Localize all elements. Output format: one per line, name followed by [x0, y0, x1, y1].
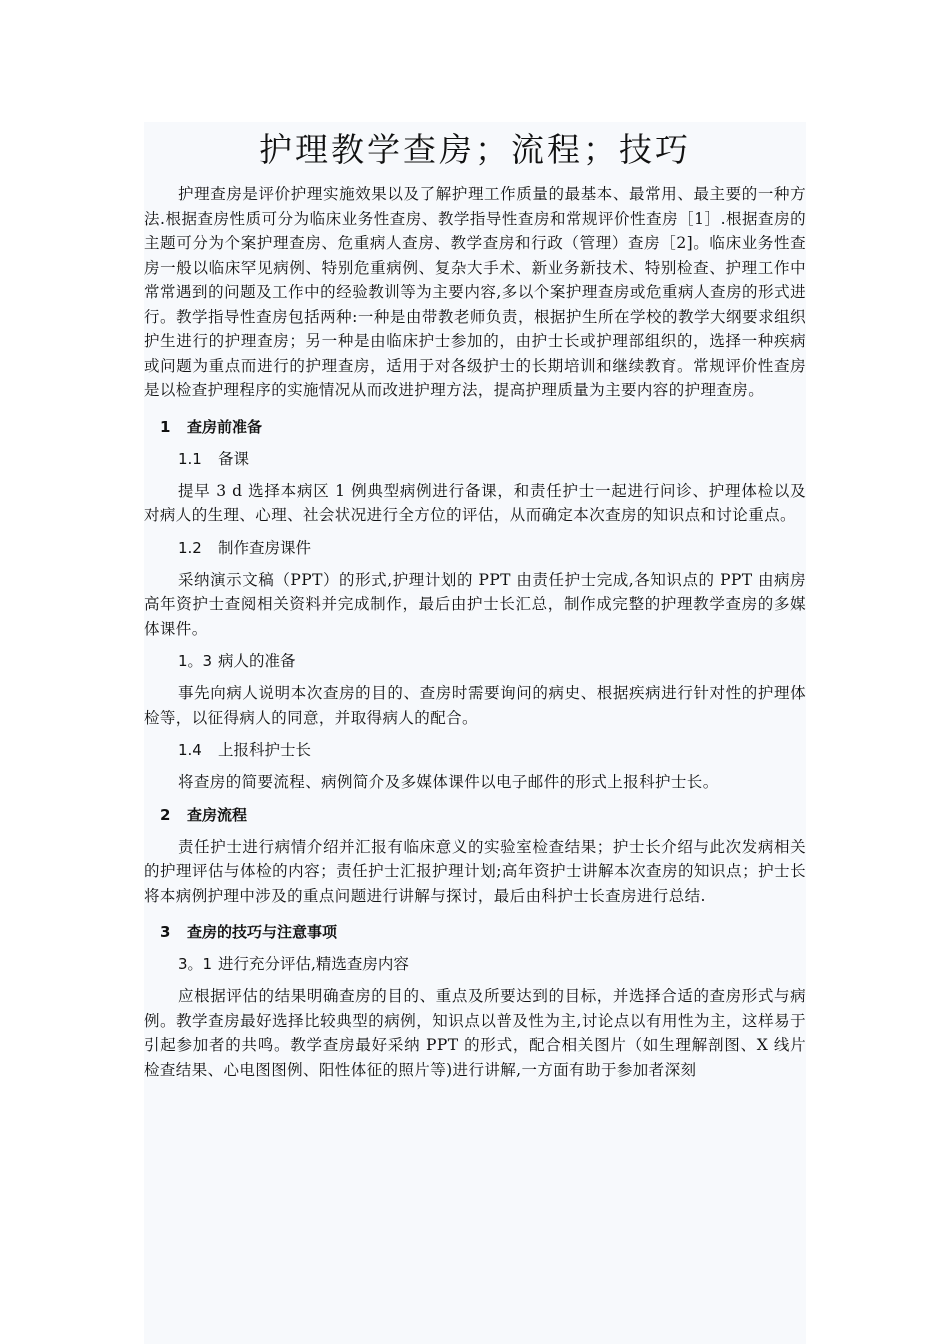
section-3-1-heading: [144, 952, 806, 976]
section-1-1-number: 1.1: [178, 449, 202, 468]
section-3-number: 3: [160, 923, 171, 941]
intro-paragraph: 护理查房是评价护理实施效果以及了解护理工作质量的最基本、最常用、最主要的一种方法.根据查房性质可分为临床业务性查房、教学指导性查房和常规评价性查房［1］.根据查房的主题可分为个案护理查房、危重病人查房、教学查房和行政（管理）查房［2]。临床业务性查房一般以临床罕见病例、特别危重病例、复杂大手术、新业务新技术、特别检查、护理工作中常常遇到的问题及工作中的经验教训等为主要内容,多以个案护理查房或危重病人查房的形式进行。教学指导性查房包括两种:一种是由带教老师负责，根据护生所在学校的教学大纲要求组织护生进行的护理查房；另一种是由临床护士参加的，由护士长或护理部组织的，选择一种疾病或问题为重点而进行的护理查房，适用于对各级护士的长期培训和继续教育。常规评价性查房是以检查护理程序的实施情况从而改进护理方法，提高护理质量为主要内容的护理查房。: [144, 185, 806, 399]
section-1-4-heading: [144, 738, 806, 762]
section-1-2-paragraph: 采纳演示文稿（PPT）的形式,护理计划的 PPT 由责任护士完成,各知识点的 PPT 由病房高年资护士查阅相关资料并完成制作，最后由护士长汇总，制作成完整的护理教学查房的多媒体课件。: [144, 570, 806, 638]
section-2-paragraph: 责任护士进行病情介绍并汇报有临床意义的实验室检查结果；护士长介绍与此次发病相关的护理评估与体检的内容；责任护士汇报护理计划;高年资护士讲解本次查房的知识点；护士长将本病例护理中涉及的重点问题进行讲解与探讨，最后由科护士长查房进行总结.: [144, 837, 806, 905]
section-1-number: 1: [160, 417, 171, 436]
section-1-3-paragraph: 事先向病人说明本次查房的目的、查房时需要询问的病史、根据疾病进行针对性的护理体检等，以征得病人的同意，并取得病人的配合。: [144, 684, 806, 727]
section-1-4-title: 上报科护士长: [218, 741, 312, 759]
section-1-1-heading: [144, 447, 806, 471]
section-3-1-paragraph: 应根据评估的结果明确查房的目的、重点及所要达到的目标，并选择合适的查房形式与病例。教学查房最好选择比较典型的病例，知识点以普及性为主,讨论点以有用性为主，这样易于引起参加者的共鸣。教学查房最好采纳 PPT 的形式，配合相关图片（如生理解剖图、X 线片检查结果、心电图图例、阳性体征的照片等)进行讲解,一方面有助于参加者深刻: [144, 987, 806, 1079]
section-3-1-number: 3。1: [178, 955, 213, 973]
section-1-2-heading: [144, 536, 806, 560]
section-1-3-heading: [144, 649, 806, 673]
section-1-2-number: 1.2: [178, 538, 202, 557]
section-1-4-number: 1.4: [178, 741, 202, 759]
section-1-title: 查房前准备: [187, 417, 263, 436]
section-3-title: 查房的技巧与注意事项: [187, 923, 338, 941]
section-1-1-title: 备课: [218, 449, 250, 468]
section-2-title: 查房流程: [187, 805, 248, 824]
section-1-heading: [144, 415, 806, 439]
section-1-4-paragraph: 将查房的简要流程、病例简介及多媒体课件以电子邮件的形式上报科护士长。: [178, 773, 719, 791]
section-2-heading: [144, 803, 806, 827]
section-1-1-paragraph: 提早 3 d 选择本病区 1 例典型病例进行备课，和责任护士一起进行问诊、护理体检以及对病人的生理、心理、社会状况进行全方位的评估，从而确定本次查房的知识点和讨论重点。: [144, 481, 806, 524]
document-page: [144, 122, 806, 1344]
section-3-1-title: 进行充分评估,精选查房内容: [218, 955, 409, 973]
document-title: 护理教学查房；流程；技巧: [259, 130, 691, 169]
section-3-heading: [144, 920, 806, 944]
section-1-2-title: 制作查房课件: [218, 538, 312, 557]
section-2-number: 2: [160, 805, 171, 824]
section-1-3-title: 病人的准备: [218, 652, 296, 670]
section-1-3-number: 1。3: [178, 652, 213, 670]
